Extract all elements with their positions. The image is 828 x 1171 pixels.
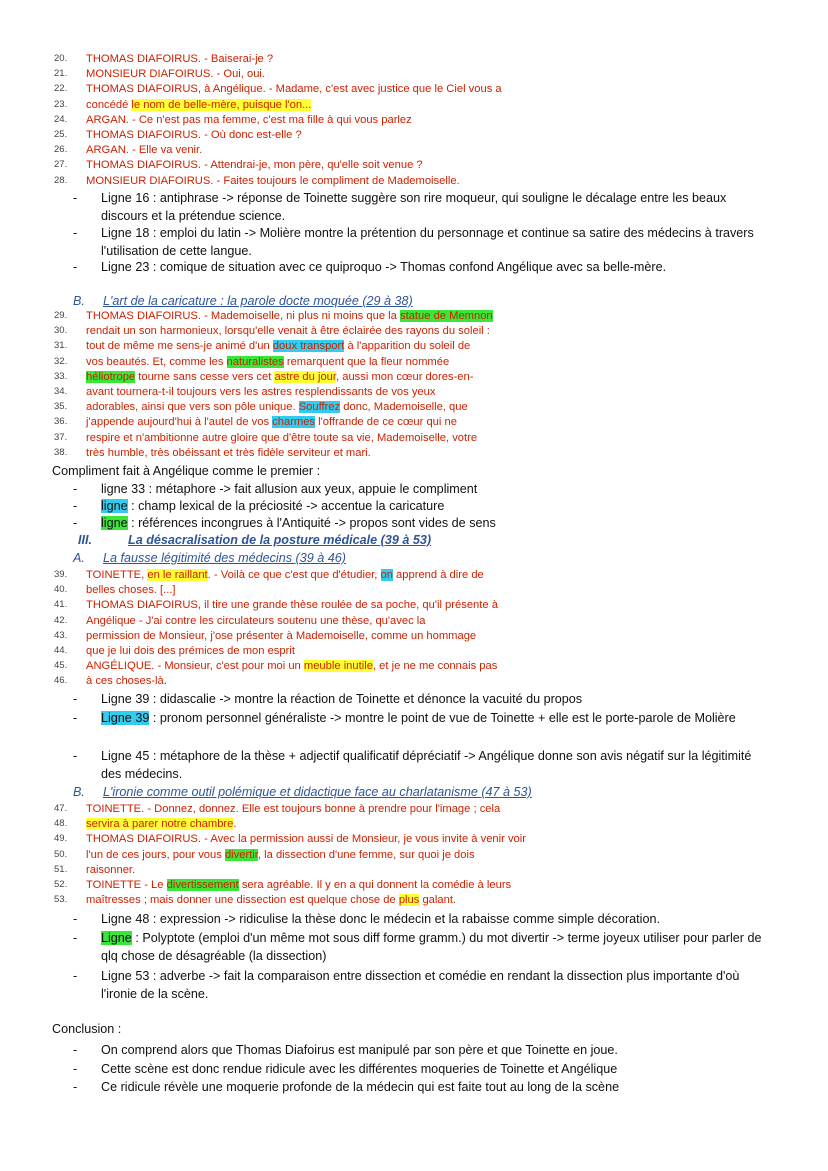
bullet-dash-icon: - <box>73 260 78 274</box>
bullet-text <box>101 967 773 1003</box>
line-text <box>86 446 371 460</box>
bullet-dash-icon: - <box>73 969 78 983</box>
highlighted-text: ligne <box>101 516 128 530</box>
text-segment: permission de Monsieur, j'ose présenter à Mademoiselle, comme un hommage <box>86 629 477 642</box>
text-segment: TOINETTE. - Donnez, donnez. Elle est toujours bonne à prendre pour l'image ; cela <box>86 803 501 815</box>
bullet-item <box>73 929 773 965</box>
line-number: 30. <box>54 325 68 337</box>
bullet-dash-icon: - <box>73 912 78 926</box>
line-number: 28. <box>54 174 68 186</box>
line-number: 46. <box>54 675 68 687</box>
bullet-dash-icon: - <box>73 692 78 706</box>
text-segment: sera agréable. Il y en a qui donnent la comédie à leurs <box>238 879 512 891</box>
text-segment: Ligne 23 : comique de situation avec ce quiproquo -> Thomas confond Angélique avec sa belle-mère. <box>101 260 667 274</box>
bullet-item <box>73 967 773 1003</box>
line-number: 31. <box>54 340 68 352</box>
line-number: 44. <box>54 645 68 656</box>
bullet-dash-icon: - <box>73 1080 78 1094</box>
text-segment: THOMAS DIAFOIRUS. - Baiserai-je ? <box>86 53 274 65</box>
line-text <box>86 385 435 399</box>
bullet-item <box>73 709 773 727</box>
highlighted-text: ligne <box>101 499 128 513</box>
line-text <box>86 614 425 628</box>
line-number: 42. <box>54 614 68 626</box>
line-text <box>86 158 423 172</box>
line-text <box>86 598 498 612</box>
line-text <box>86 802 500 816</box>
bullet-text <box>101 189 773 225</box>
line-text <box>86 817 236 831</box>
line-number: 21. <box>54 68 68 80</box>
line-text <box>86 355 449 369</box>
line-text <box>86 370 473 384</box>
section-heading-b-ironie: B. L'ironie comme outil polémique et didactique face au charlatanisme (47 à 53) <box>73 785 532 799</box>
text-segment: Ligne 39 : didascalie -> montre la réaction de Toinette et dénonce la vacuité du propos <box>101 692 583 706</box>
highlighted-text: le nom de belle-mère, puisque l'on... <box>131 98 312 111</box>
line-number: 40. <box>54 584 68 596</box>
text-segment: ligne 33 : métaphore -> fait allusion aux yeux, appuie le compliment <box>101 482 478 496</box>
text-segment: que je lui dois des prémices de mon esprit <box>86 645 295 657</box>
text-segment: Ce ridicule révèle une moquerie profonde de la médecin qui est faite tout au long de la scène <box>101 1080 620 1094</box>
line-number: 51. <box>54 863 68 875</box>
highlighted-text: naturalistes <box>226 355 284 368</box>
bullet-dash-icon: - <box>73 1062 78 1076</box>
text-segment: Angélique - J'ai contre les circulateurs soutenu une thèse, qu'avec la <box>86 614 426 627</box>
bullet-item <box>73 1078 773 1096</box>
bullet-dash-icon: - <box>73 499 78 513</box>
line-text <box>86 644 295 658</box>
text-segment: apprend à dire de <box>392 569 484 581</box>
line-text <box>86 143 202 157</box>
line-text <box>86 324 490 338</box>
text-segment: Cette scène est donc rendue ridicule avec les différentes moqueries de Toinette et Angélique <box>101 1062 618 1076</box>
line-number: 36. <box>54 416 68 428</box>
text-segment: THOMAS DIAFOIRUS, il tire une grande thèse roulée de sa poche, qu'il présente à <box>86 599 498 612</box>
highlighted-text: doux transport <box>272 340 345 353</box>
text-segment: avant tournera-t-il toujours vers les astres resplendissants de vos yeux <box>86 386 436 398</box>
line-number: 48. <box>54 818 68 830</box>
text-segment: : Polyptote (emploi d'un même mot sous diff forme gramm.) du mot divertir -> terme joyeux utiliser pour parler de qlq chose de désagréable (la dissection) <box>101 931 762 963</box>
bullet-text <box>101 929 773 965</box>
line-number: 26. <box>54 144 68 156</box>
compliment-intro: Compliment fait à Angélique comme le premier : <box>52 464 321 478</box>
bullet-text <box>101 1078 773 1096</box>
text-segment: TOINETTE - Le <box>86 879 167 891</box>
bullet-dash-icon: - <box>73 711 78 725</box>
text-segment: à l'apparition du soleil de <box>344 340 471 353</box>
bullet-item <box>73 189 773 225</box>
text-segment: TOINETTE, <box>86 569 148 581</box>
line-text <box>86 863 135 877</box>
highlighted-text: en le raillant <box>147 569 208 581</box>
line-text <box>86 431 477 445</box>
bullet-text <box>101 1060 773 1078</box>
line-number: 53. <box>54 894 68 906</box>
bullet-text <box>101 690 773 708</box>
highlighted-text: Ligne <box>101 931 132 945</box>
line-text <box>86 128 302 142</box>
bullet-item <box>73 258 773 276</box>
text-segment: MONSIEUR DIAFOIRUS. - Oui, oui. <box>86 68 266 81</box>
highlighted-text: servira à parer notre chambre <box>86 818 234 831</box>
section-heading-b-caricature: B. L'art de la caricature : la parole docte moquée (29 à 38) <box>73 294 413 308</box>
highlighted-text: meuble inutile <box>303 660 373 673</box>
text-segment: l'offrande de ce cœur qui ne <box>315 416 457 429</box>
line-number: 43. <box>54 629 68 641</box>
line-number: 41. <box>54 599 68 611</box>
line-number: 23. <box>54 98 68 110</box>
text-segment: belles choses. [...] <box>86 584 176 597</box>
text-segment: maîtresses ; mais donner une dissection est quelque chose de <box>86 894 399 907</box>
line-text <box>86 98 311 112</box>
bullet-dash-icon: - <box>73 516 78 530</box>
bullet-item <box>73 747 773 783</box>
text-segment: j'appende aujourd'hui à l'autel de vos <box>86 416 273 429</box>
line-number: 52. <box>54 879 68 890</box>
line-text <box>86 309 493 323</box>
text-segment: Ligne 45 : métaphore de la thèse + adjectif qualificatif dépréciatif -> Angélique donne son avis négatif sur la légitimité des médecins. <box>101 749 752 781</box>
text-segment: THOMAS DIAFOIRUS, à Angélique. - Madame, c'est avec justice que le Ciel vous a <box>86 83 502 96</box>
line-text <box>86 659 497 673</box>
line-text <box>86 415 457 429</box>
bullet-dash-icon: - <box>73 191 78 205</box>
text-segment: MONSIEUR DIAFOIRUS. - Faites toujours le compliment de Mademoiselle. <box>86 174 460 187</box>
line-text <box>86 674 167 688</box>
text-segment: : champ lexical de la préciosité -> accentue la caricature <box>127 499 445 513</box>
section-heading-a-legitimite: A. La fausse légitimité des médecins (39 à 46) <box>73 551 346 565</box>
line-text <box>86 848 475 862</box>
highlighted-text: Ligne 39 <box>101 711 150 725</box>
line-number: 22. <box>54 83 68 95</box>
line-text <box>86 400 468 414</box>
text-segment: THOMAS DIAFOIRUS. - Mademoiselle, ni plus ni moins que la <box>86 310 400 322</box>
line-text <box>86 82 502 96</box>
line-number: 47. <box>54 803 68 814</box>
text-segment: ARGAN. - Ce n'est pas ma femme, c'est ma fille à qui vous parlez <box>86 113 412 126</box>
line-number: 37. <box>54 431 68 443</box>
text-segment: galant. <box>419 894 457 907</box>
line-number: 27. <box>54 159 68 171</box>
bullet-item <box>73 514 773 532</box>
line-number: 20. <box>54 53 68 64</box>
text-segment: THOMAS DIAFOIRUS. - Avec la permission aussi de Monsieur, je vous invite à venir voir <box>86 833 526 846</box>
text-segment: THOMAS DIAFOIRUS. - Attendrai-je, mon père, qu'elle soit venue ? <box>86 159 423 172</box>
text-segment: concédé <box>86 98 132 111</box>
highlighted-text: divertissement <box>166 879 239 891</box>
line-number: 45. <box>54 660 68 672</box>
line-text <box>86 52 273 66</box>
bullet-text <box>101 224 773 260</box>
line-number: 24. <box>54 113 68 125</box>
text-segment: Ligne 48 : expression -> ridiculise la thèse donc le médecin et la rabaisse comme simple décoration. <box>101 912 660 926</box>
bullet-text <box>101 910 773 928</box>
text-segment: donc, Mademoiselle, que <box>340 401 468 414</box>
bullet-item <box>73 497 773 515</box>
line-number: 50. <box>54 848 68 860</box>
bullet-item <box>73 1041 773 1059</box>
text-segment: ARGAN. - Elle va venir. <box>86 144 203 157</box>
text-segment: . <box>233 818 237 831</box>
line-number: 39. <box>54 569 68 580</box>
line-text <box>86 629 476 643</box>
bullet-dash-icon: - <box>73 931 78 945</box>
line-number: 29. <box>54 310 68 321</box>
line-text <box>86 878 511 892</box>
line-text <box>86 339 470 353</box>
bullet-dash-icon: - <box>73 482 78 496</box>
text-segment: rendait un son harmonieux, lorsqu'elle venait à être éclairée des rayons du soleil : <box>86 325 490 338</box>
highlighted-text: Souffrez <box>298 401 341 414</box>
text-segment: à ces choses-là. <box>86 675 167 688</box>
text-segment: tout de même me sens-je animé d'un <box>86 340 273 353</box>
bullet-dash-icon: - <box>73 226 78 240</box>
text-segment: Ligne 18 : emploi du latin -> Molière montre la prétention du personnage et continue sa satire des médecins à travers l'utilisation de cette langue. <box>101 226 754 258</box>
line-number: 35. <box>54 401 68 413</box>
text-segment: . - Voilà ce que c'est que d'étudier, <box>207 569 381 581</box>
text-segment: très humble, très obéissant et très fidèle serviteur et mari. <box>86 446 371 459</box>
text-segment: , aussi mon cœur dores-en- <box>336 370 474 383</box>
text-segment: , la dissection d'une femme, sur quoi je dois <box>257 848 475 861</box>
line-text <box>86 832 526 846</box>
text-segment: , et je ne me connais pas <box>372 660 498 673</box>
line-text <box>86 893 456 907</box>
line-text <box>86 113 412 127</box>
line-text <box>86 568 484 582</box>
bullet-item <box>73 910 773 928</box>
text-segment: : pronom personnel généraliste -> montre le point de vue de Toinette + elle est le porte-parole de Molière <box>149 711 736 725</box>
bullet-text <box>101 497 773 515</box>
bullet-text <box>101 709 773 727</box>
highlighted-text: statue de Memnon <box>399 310 493 322</box>
text-segment: raisonner. <box>86 863 136 876</box>
text-segment: ANGÉLIQUE. - Monsieur, c'est pour moi un <box>86 660 304 673</box>
bullet-item <box>73 1060 773 1078</box>
line-number: 49. <box>54 833 68 845</box>
bullet-dash-icon: - <box>73 749 78 763</box>
highlighted-text: astre du jour <box>274 370 337 383</box>
bullet-text <box>101 1041 773 1059</box>
bullet-item <box>73 224 773 260</box>
text-segment: adorables, ainsi que vers son pôle unique. <box>86 401 299 414</box>
highlighted-text: plus <box>398 894 420 907</box>
text-segment: : références incongrues à l'Antiquité -> propos sont vides de sens <box>127 516 496 530</box>
line-text <box>86 67 265 81</box>
bullet-text <box>101 258 773 276</box>
bullet-text <box>101 514 773 532</box>
text-segment: vos beautés. Et, comme les <box>86 355 227 368</box>
line-text <box>86 174 460 188</box>
section-heading-iii: III. La désacralisation de la posture médicale (39 à 53) <box>78 533 432 547</box>
line-number: 33. <box>54 370 68 382</box>
bullet-dash-icon: - <box>73 1043 78 1057</box>
bullet-item <box>73 480 773 498</box>
line-text <box>86 583 176 597</box>
highlighted-text: charmes <box>272 416 316 429</box>
text-segment: Ligne 53 : adverbe -> fait la comparaison entre dissection et comédie en rendant la dissection plus importante d'où l'ironie de la scène. <box>101 969 740 1001</box>
line-number: 34. <box>54 386 68 397</box>
text-segment: tourne sans cesse vers cet <box>135 370 275 383</box>
bullet-text <box>101 747 773 783</box>
text-segment: Ligne 16 : antiphrase -> réponse de Toinette suggère son rire moqueur, qui souligne le décalage entre les beaux discours et la prétendue science. <box>101 191 727 223</box>
line-number: 38. <box>54 446 68 458</box>
bullet-item <box>73 690 773 708</box>
highlighted-text: on <box>380 569 393 581</box>
text-segment: On comprend alors que Thomas Diafoirus est manipulé par son père et que Toinette en joue. <box>101 1043 618 1057</box>
text-segment: remarquent que la fleur nommée <box>283 355 450 368</box>
highlighted-text: divertir <box>224 848 258 861</box>
line-number: 32. <box>54 355 68 367</box>
bullet-text <box>101 480 773 498</box>
text-segment: respire et n'ambitionne autre gloire que d'être toute sa vie, Mademoiselle, votre <box>86 431 478 444</box>
text-segment: THOMAS DIAFOIRUS. - Où donc est-elle ? <box>86 129 302 141</box>
text-segment: l'un de ces jours, pour vous <box>86 848 225 861</box>
conclusion-heading: Conclusion : <box>52 1022 122 1036</box>
line-number: 25. <box>54 129 68 140</box>
highlighted-text: héliotrope <box>86 370 136 383</box>
